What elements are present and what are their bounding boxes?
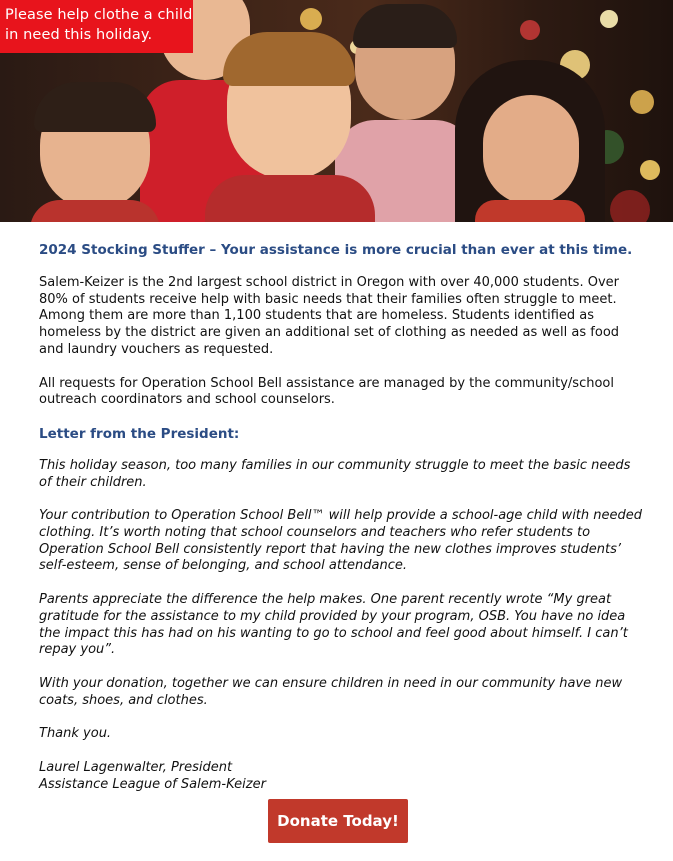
- bokeh-light: [610, 190, 650, 222]
- letter-paragraph: This holiday season, too many families in our community struggle to meet the basic needs of their children.: [39, 457, 631, 490]
- hero-banner: [0, 0, 193, 53]
- child-figure: [205, 0, 375, 222]
- newsletter-content: [39, 241, 644, 793]
- requests-paragraph: All requests for Operation School Bell assistance are managed by the community/school outreach coordinators and school counselors.: [39, 375, 614, 408]
- child-figure: [455, 0, 605, 222]
- letter-paragraph: With your donation, together we can ensure children in need in our community have new coats, shoes, and clothes.: [39, 675, 623, 708]
- donate-button[interactable]: Donate Today!: [268, 799, 408, 843]
- signature-name: Laurel Lagenwalter, President: [39, 760, 233, 776]
- letter-heading: Letter from the President:: [39, 425, 240, 442]
- signature-org: Assistance League of Salem-Keizer: [39, 776, 266, 792]
- intro-paragraph: Salem-Keizer is the 2nd largest school district in Oregon with over 40,000 students. Over 80% of students receive help with basic needs that their families often struggle to meet. Among them are more than 1,100 students that are homeless. Students identified as homeless by the district are given an additional set of clothing as needed as well as food and laundry vouchers as requested.: [39, 275, 620, 357]
- hero-image: [0, 0, 673, 222]
- bokeh-light: [640, 160, 660, 180]
- page-title: 2024 Stocking Stuffer – Your assistance is more crucial than ever at this time.: [39, 242, 633, 258]
- letter-paragraph: Parents appreciate the difference the help makes. One parent recently wrote “My great gratitude for the assistance to my child provided by your program, OSB. You have no idea the impact this has had on his wanting to go to school and feel good about himself. I can’t repay you”.: [39, 592, 628, 658]
- letter-paragraph: Your contribution to Operation School Bell™ will help provide a school-age child with needed clothing. It’s worth noting that school counselors and teachers who refer students to Operation School Bell consistently report that having the new clothes improves students’ self-esteem, sense of belonging, and school attendance.: [39, 508, 643, 574]
- banner-line: Please help clothe a child: [5, 7, 193, 23]
- banner-line: in need this holiday.: [5, 27, 153, 43]
- thank-you-text: Thank you.: [39, 726, 112, 742]
- bokeh-light: [630, 90, 654, 114]
